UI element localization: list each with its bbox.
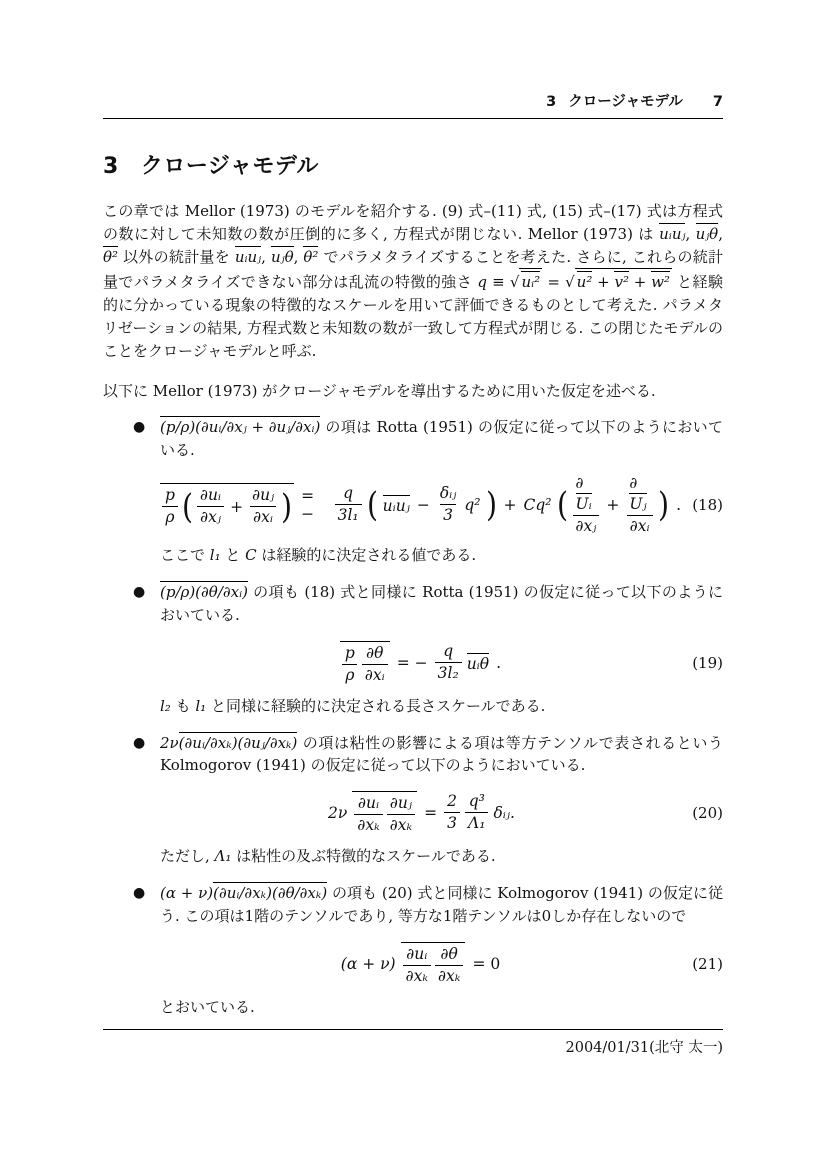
fraction-numerator [626, 475, 653, 515]
equation-number: (18) [692, 496, 723, 515]
plus-sign: + [592, 273, 615, 292]
partial-symbol: ∂ [629, 473, 638, 492]
fraction-denominator: 3l₂ [435, 662, 462, 683]
fraction-numerator: p [344, 643, 355, 662]
math-fraction [197, 487, 224, 527]
equation-19 [160, 640, 723, 686]
bullet-icon: ● [133, 734, 146, 751]
equals-sign: = [542, 273, 566, 292]
fraction-denominator: 3 [444, 812, 460, 833]
fraction-numerator: ∂uᵢ [199, 486, 222, 505]
paragraph-assumptions-lead: 以下に Mellor (1973) がクロージャモデルを導出するために用いた仮定を述べる. [103, 381, 656, 400]
plus-operator: + [503, 496, 517, 515]
fraction-numerator: ∂uᵢ [406, 944, 428, 963]
math-overline-uiuj: uᵢuⱼ [659, 224, 686, 243]
math-fraction [435, 643, 462, 683]
math-coefficient-alpha-nu: (α + ν) [160, 883, 214, 902]
equation-number: (20) [692, 804, 723, 823]
sqrt-group [575, 268, 672, 291]
text-run: と経験的に分かっている現象の特徴的なスケールを用いて評価できるものとして考えた. パラメタリゼーションの結果, 方程式数と未知数の数が一致して方程式が閉じる. この閉じたモデルのことをクロージャモデルと呼ぶ. [103, 273, 723, 360]
equation-20 [160, 790, 723, 836]
math-fraction [354, 795, 382, 835]
plus-operator: + [606, 496, 620, 515]
math-overline-pressure-strain: (p/ρ)(∂uᵢ/∂xⱼ + ∂uⱼ/∂xᵢ) [160, 418, 321, 437]
fraction-numerator: δᵢⱼ [439, 484, 457, 503]
text-run: も [170, 696, 196, 715]
math-fraction [444, 793, 460, 833]
plus-sign: + [628, 273, 652, 292]
fraction-denominator: ∂xₖ [354, 814, 382, 835]
math-coefficient-alpha-nu: (α + ν) [340, 954, 396, 973]
text-run: , [685, 224, 696, 243]
math-coefficient-2nu: 2ν [328, 804, 348, 823]
section-heading [103, 149, 723, 180]
period: . [496, 653, 502, 672]
fraction-denominator: ∂xⱼ [573, 515, 600, 536]
bullet-icon: ● [133, 419, 146, 436]
partial-symbol: ∂ [575, 473, 584, 492]
text-run: と同様に経験的に決定される長さスケールである. [206, 696, 546, 715]
bullet-item-rotta-1 [133, 416, 723, 567]
math-overline-theta2: θ² [103, 247, 119, 266]
math-lambda1: Λ₁ [214, 847, 232, 866]
fraction-denominator: ∂xᵢ [362, 664, 388, 685]
fraction-denominator: ∂xₖ [387, 814, 415, 835]
equation-number: (19) [692, 653, 723, 672]
equation-20-note [160, 845, 723, 868]
equation-18: $\frac{p}{\rho}$ ( $\frac{\text{∂uᵢ}}{\text{∂xⱼ}}$ + $\frac{\text{∂uⱼ}}{\text{∂xᵢ}}$ ) = − $\frac{q}{\text{3l₁}}$ ( uᵢuⱼ − $\frac{\text{δᵢⱼ}}{3}$ q² ) + Cq² ( $\frac{\text{∂Uᵢ}}{\text{∂xⱼ}}$ + $\frac{\text{∂Uⱼ}}{\text{∂xᵢ}}$ ) . (18) [160, 475, 723, 535]
fraction-denominator: ∂xᵢ [250, 506, 276, 527]
header-section-title: クロージャモデル [568, 94, 683, 110]
text-run: , [261, 247, 271, 266]
math-l1: l₁ [195, 696, 207, 715]
page-footer [103, 1029, 723, 1057]
period: . [676, 496, 681, 515]
fraction-numerator: q [343, 484, 354, 503]
running-header [103, 90, 723, 119]
text-run: の項は粘性の影響による項は等方テンソルで表されるという Kolmogorov (1941) の仮定に従って以下のようにおいている. [160, 733, 723, 775]
fraction-numerator: ∂θ [440, 944, 458, 963]
math-fraction [626, 475, 653, 535]
radical-sign: √ [565, 273, 575, 292]
overline-group [401, 942, 466, 986]
math-overline-uiuj: uᵢuⱼ [382, 496, 410, 515]
math-overline-ujtheta: uⱼθ [270, 247, 294, 266]
math-delta-ij: δᵢⱼ. [493, 804, 515, 823]
fraction-numerator: q³ [468, 792, 485, 811]
math-fraction [335, 485, 362, 525]
equals-minus-operator: = − [301, 487, 315, 524]
bullet-item-kolmogorov-2 [133, 882, 723, 1018]
equation-21-note: とおいている. [160, 997, 255, 1016]
equals-minus-operator: = − [396, 653, 428, 672]
text-run: 以外の統計量を [118, 247, 235, 266]
fraction-denominator: ∂xₖ [435, 965, 463, 986]
math-overline-Uj: Uⱼ [629, 494, 647, 513]
fraction-denominator: ρ [162, 506, 177, 527]
math-coefficient-2nu: 2ν [160, 733, 179, 752]
math-overline-ujtheta: uⱼθ [695, 224, 719, 243]
paragraph-intro [103, 200, 723, 363]
fraction-numerator: 2 [447, 792, 458, 811]
math-overline-v2: v² [614, 273, 629, 292]
math-overline-ui2: uᵢ² [521, 273, 541, 292]
fraction-numerator: ∂uⱼ [252, 486, 275, 505]
math-l2: l₂ [160, 696, 171, 715]
equation-number: (21) [692, 954, 723, 973]
math-fraction [573, 475, 600, 535]
math-fraction [362, 645, 388, 685]
fraction-numerator: ∂θ [366, 643, 384, 662]
math-overline-Ui: Uᵢ [575, 494, 592, 513]
math-overline-theta2: θ² [303, 247, 319, 266]
fraction-numerator: q [443, 641, 454, 660]
math-overline-w2: w² [651, 273, 670, 292]
math-overline-uiuj: uᵢuⱼ [234, 247, 262, 266]
footer-credit: 2004/01/31(北守 太一) [565, 1040, 723, 1056]
text-run: でパラメタライズすることを考えた. さらに, これらの統計量でパラメタライズできない部分は乱流の特徴的強さ [103, 247, 723, 292]
header-page-number: 7 [712, 94, 723, 110]
fraction-denominator: ∂xᵢ [627, 515, 653, 536]
bullet-text [160, 416, 723, 462]
fraction-numerator: ∂uᵢ [357, 794, 380, 813]
bullet-item-kolmogorov-1 [133, 732, 723, 868]
fraction-numerator [573, 475, 600, 515]
fraction-denominator: Λ₁ [465, 812, 488, 833]
equals-operator: = [424, 804, 438, 823]
minus-operator: − [416, 496, 430, 515]
math-fraction [249, 487, 277, 527]
section-title: クロージャモデル [140, 154, 319, 179]
math-fraction [387, 795, 415, 835]
text-run: , [293, 247, 304, 266]
fraction-denominator: ∂xₖ [403, 965, 431, 986]
fraction-denominator: 3l₁ [335, 504, 362, 525]
text-run: の項も (20) 式と同様に Kolmogorov (1941) の仮定に従う. この項は1階のテンソルであり, 等方な1階テンソルは0しか存在しないので [160, 883, 723, 925]
fraction-denominator: 3 [440, 504, 456, 525]
fraction-numerator: p [165, 486, 175, 505]
math-fraction [435, 946, 463, 986]
math-fraction [465, 793, 488, 833]
math-C: C [245, 546, 257, 565]
math-l1: l₁ [209, 546, 221, 565]
text-run: ただし, [160, 847, 215, 866]
math-overline-theta-dissipation: (∂uᵢ/∂xₖ)(∂θ/∂xₖ) [213, 883, 328, 902]
overline-group: $\frac{p}{\rho}$ ( $\frac{\text{∂uᵢ}}{\text{∂xⱼ}}$ + $\frac{\text{∂uⱼ}}{\text{∂xᵢ}}$ ) [160, 483, 294, 527]
math-q-definition: q ≡ [477, 273, 510, 292]
fraction-numerator: ∂uⱼ [389, 794, 412, 813]
math-fraction [437, 485, 460, 525]
equation-18-note [160, 544, 723, 567]
fraction-denominator: ρ [342, 664, 357, 685]
text-run: の項も (18) 式と同様に Rotta (1951) の仮定に従って以下のようにおいている. [160, 583, 723, 624]
sqrt-group [519, 268, 542, 291]
text-run: は経験的に決定される値である. [256, 546, 477, 565]
overline-group [352, 791, 417, 835]
math-overline-u2: u² [576, 273, 593, 292]
math-overline-pressure-theta: (p/ρ)(∂θ/∂xᵢ) [160, 583, 248, 602]
bullet-text [160, 732, 723, 778]
math-coefficient-cq2: Cq² [523, 496, 552, 515]
bullet-text [160, 581, 723, 627]
header-section-number: 3 [546, 94, 557, 110]
equals-zero: = 0 [472, 954, 501, 973]
bullet-icon: ● [133, 584, 146, 601]
text-run: は粘性の及ぶ特徴的なスケールである. [231, 847, 496, 866]
section-number: 3 [103, 154, 119, 179]
text-run: の項は Rotta (1951) の仮定に従って以下のようにおいている. [160, 418, 723, 460]
text-run: , [718, 224, 723, 243]
text-run: この章では Mellor (1973) のモデルを紹介する. (9) 式–(11) 式, (15) 式–(17) 式は方程式の数に対して未知数の数が圧倒的に多く, 方程式が閉じない. Mellor (1973) は [103, 202, 723, 243]
math-fraction [403, 946, 431, 986]
plus-operator: + [230, 498, 244, 517]
text-run: と [220, 546, 246, 565]
math-overline-dissipation: (∂uᵢ/∂xₖ)(∂uⱼ/∂xₖ) [178, 733, 298, 752]
radical-sign: √ [509, 273, 520, 292]
bullet-icon: ● [133, 884, 146, 901]
equation-21 [160, 941, 723, 987]
math-q-squared: q² [464, 496, 481, 515]
bullet-item-rotta-2 [133, 581, 723, 717]
math-fraction [162, 487, 178, 527]
math-fraction [342, 645, 358, 685]
equation-19-note [160, 695, 723, 718]
math-overline-uitheta: uᵢθ [466, 654, 490, 673]
overline-group [340, 641, 390, 685]
text-run: ここで [160, 546, 210, 565]
fraction-denominator: ∂xⱼ [197, 506, 224, 527]
bullet-text [160, 882, 723, 928]
